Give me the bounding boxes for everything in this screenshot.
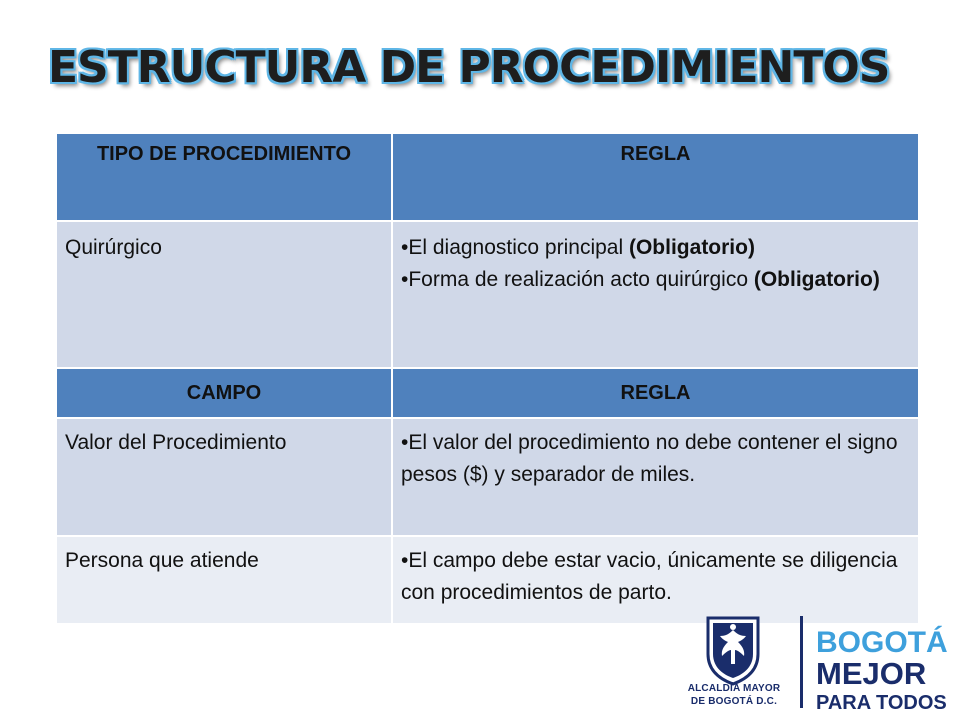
- header-campo: CAMPO: [56, 368, 392, 418]
- rule-obligatorio: (Obligatorio): [628, 236, 755, 259]
- page-title: ESTRUCTURA DE PROCEDIMIENTOS: [48, 42, 890, 93]
- logo-divider: [800, 616, 803, 708]
- regla-cell: [392, 221, 919, 389]
- rule-line-2: [401, 264, 910, 296]
- table-row: [56, 418, 919, 536]
- logo-mejor-text: MEJOR: [816, 656, 927, 691]
- rule-text: •Forma de realización acto quirúrgico: [401, 268, 754, 291]
- rule-obligatorio: (Obligatorio): [753, 268, 880, 291]
- footer-logos: [682, 612, 952, 716]
- header-regla: REGLA: [392, 133, 919, 221]
- header-tipo: TIPO DE PROCEDIMIENTO: [56, 133, 392, 221]
- table-header-row: [56, 133, 919, 221]
- header-regla: REGLA: [392, 368, 919, 418]
- logo-para-todos-text: PARA TODOS: [816, 692, 947, 714]
- rule-text: •El diagnostico principal: [401, 236, 629, 259]
- logo-bogota-text: BOGOTÁ: [816, 626, 948, 659]
- campo-cell: Persona que atiende: [56, 536, 392, 624]
- regla-cell: •El valor del procedimiento no debe contener el signo pesos ($) y separador de miles.: [392, 418, 919, 536]
- rule-line-1: [401, 232, 910, 264]
- bogota-coat-of-arms-icon: [704, 614, 762, 686]
- alcaldia-line-2: DE BOGOTÁ D.C.: [690, 696, 778, 707]
- tipo-cell: Quirúrgico: [56, 221, 392, 389]
- campo-cell: Valor del Procedimiento: [56, 418, 392, 536]
- table-row: [56, 221, 919, 389]
- table-row: [56, 536, 919, 624]
- table-header-row: [56, 368, 919, 418]
- alcaldia-label: [682, 682, 786, 708]
- procedure-type-table: [55, 132, 920, 390]
- alcaldia-line-1: ALCALDÍA MAYOR: [687, 683, 781, 694]
- bogota-mejor-para-todos-logo: [816, 614, 950, 714]
- field-rules-table: [55, 367, 920, 625]
- regla-cell: •El campo debe estar vacio, únicamente se diligencia con procedimientos de parto.: [392, 536, 919, 624]
